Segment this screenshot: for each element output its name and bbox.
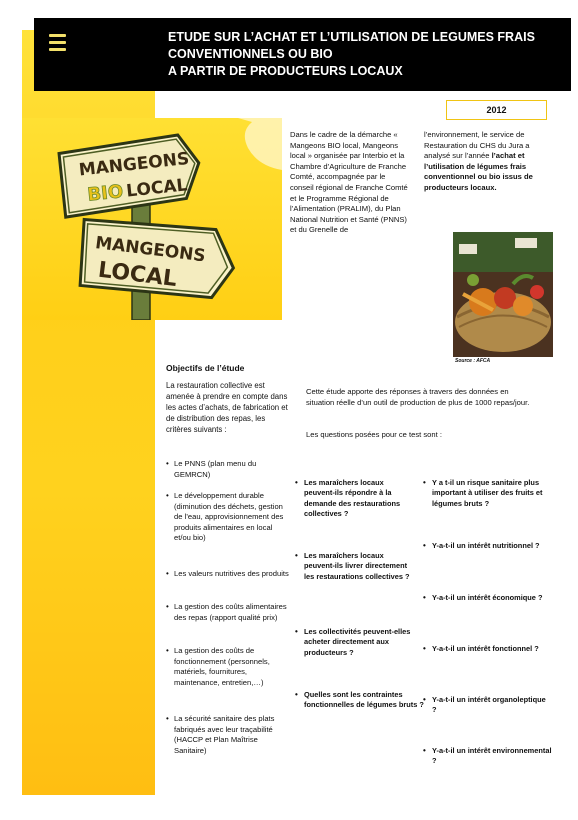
question-left: • Les maraîchers locaux peuvent-ils livrer directement les restaurations collectives ? [295,551,416,582]
intro-paragraph-2-text: l’environnement, le service de Restauration du CHS du Jura a analysé sur l’année [424,130,530,161]
hamburger-icon[interactable] [49,34,66,55]
objectives-intro: La restauration collective est amenée à prendre en compte dans les actes d’achats, de fabrication et de distribution des repas, les critères suivants : [166,381,288,434]
title-line-3: A PARTIR DE PRODUCTEURS LOCAUX [168,64,403,78]
criteria-item: • Le développement durable (diminution des déchets, gestion de l’eau, approvisionnement des produits alimentaires en local et/ou bio) [166,491,289,544]
question-left: • Les collectivités peuvent-elles acheter directement aux producteurs ? [295,627,416,658]
question-right: • Y a t-il un risque sanitaire plus important à utiliser des fruits et légumes bruts ? [423,478,557,509]
sign-top-word-bio: BIO [86,181,125,206]
question-left: • Quelles sont les contraintes fonctionnelles de légumes bruts ? [295,690,424,711]
criteria-item: • La gestion des coûts de fonctionnement (personnels, matériels, fournitures, maintenance, entretien,…) [166,646,289,688]
question-left: • Les maraîchers locaux peuvent-ils répondre à la demande des restaurations collectives ? [295,478,416,519]
header-banner [34,18,571,91]
year-badge: 2012 [446,100,547,120]
photo-caption: Source : AFCA [455,358,491,364]
criteria-item: • La gestion des coûts alimentaires des repas (rapport qualité prix) [166,602,289,623]
sign-bottom-word-2: LOCAL [96,257,179,293]
sign-top-word-1: MANGEONS [77,148,191,181]
question-right: • Y-a-t-il un intérêt fonctionnel ? [423,644,552,654]
criteria-item: • Le PNNS (plan menu du GEMRCN) [166,459,289,480]
criteria-item: • La sécurité sanitaire des plats fabriqués avec leur traçabilité (HACCP et Plan Maîtrise Sanitaire) [166,714,289,756]
intro-paragraph-2-highlight: l’achat et l’utilisation de légumes frais conventionnel ou bio issus de producteurs locaux. [424,151,533,192]
intro-paragraph-1: Dans le cadre de la démarche « Mangeons BIO local, Mangeons local » organisée par Interbio et la Chambre d’Agriculture de Franche Comté, accompagnée par le conseil régional de Franche Comté et le Programme Régional de l’Alimentation (PRALIM), du Plan National Nutrition et Santé (PNNS) et du Grenelle de [290,130,408,235]
question-right: • Y-a-t-il un intérêt nutritionnel ? [423,541,552,551]
question-right: • Y-a-t-il un intérêt environnemental ? [423,746,552,767]
sign-bottom-word-1: MANGEONS [94,233,207,267]
mangeons-local-sign-illustration [22,118,282,320]
objectives-heading: Objectifs de l’étude [166,363,245,373]
title-line-2: CONVENTIONNELS OU BIO [168,47,333,61]
study-description: Cette étude apporte des réponses à travers des données en situation réelle d’un outil de production de plus de 1000 repas/jour. [306,387,530,407]
sign-top-word-2: LOCAL [125,175,189,202]
intro-paragraph-2 [424,130,554,194]
criteria-item: • Les valeurs nutritives des produits [166,569,289,580]
vegetable-basket-photo [453,232,553,357]
question-right: • Y-a-t-il un intérêt économique ? [423,593,552,603]
questions-intro: Les questions posées pour ce test sont : [306,430,442,439]
title-line-1: ETUDE SUR L’ACHAT ET L’UTILISATION DE LEGUMES FRAIS [168,30,535,44]
question-right: • Y-a-t-il un intérêt organoleptique ? [423,695,552,716]
page-title [168,29,568,80]
